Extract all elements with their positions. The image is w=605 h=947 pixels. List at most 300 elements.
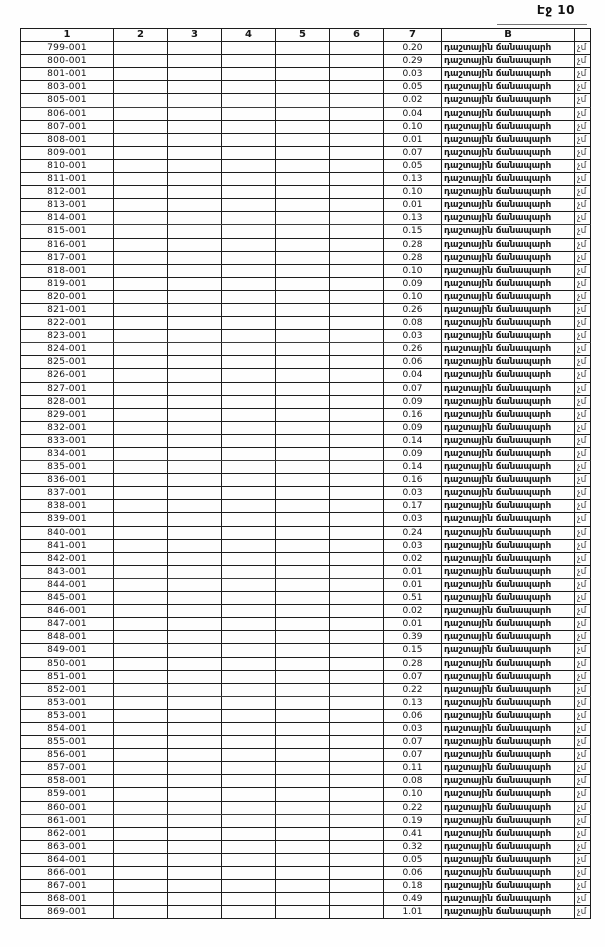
table-row	[21, 94, 591, 107]
empty-cell	[276, 578, 330, 591]
margin-note: չմ	[575, 644, 591, 657]
table-row	[21, 317, 591, 330]
empty-cell	[276, 474, 330, 487]
empty-cell	[168, 814, 222, 827]
road-type-cell: դաշտային ճանապարհ	[442, 120, 575, 133]
road-type-cell: դաշտային ճանապարհ	[442, 290, 575, 303]
empty-cell	[114, 81, 168, 94]
parcel-id-cell: 806-001	[21, 107, 114, 120]
empty-cell	[276, 421, 330, 434]
empty-cell	[222, 461, 276, 474]
empty-cell	[276, 487, 330, 500]
parcel-id-cell: 845-001	[21, 592, 114, 605]
table-row	[21, 264, 591, 277]
parcel-id-cell: 864-001	[21, 853, 114, 866]
empty-cell	[330, 487, 384, 500]
empty-cell	[222, 657, 276, 670]
empty-cell	[114, 238, 168, 251]
empty-cell	[276, 631, 330, 644]
parcel-id-cell: 813-001	[21, 199, 114, 212]
empty-cell	[276, 55, 330, 68]
margin-header-spacer	[575, 29, 591, 42]
empty-cell	[168, 853, 222, 866]
margin-note: չմ	[575, 736, 591, 749]
empty-cell	[222, 330, 276, 343]
area-value-cell: 0.14	[384, 434, 442, 447]
empty-cell	[330, 814, 384, 827]
margin-note: չմ	[575, 395, 591, 408]
parcel-id-cell: 854-001	[21, 722, 114, 735]
empty-cell	[114, 605, 168, 618]
empty-cell	[222, 94, 276, 107]
empty-cell	[222, 238, 276, 251]
margin-note: չմ	[575, 539, 591, 552]
empty-cell	[222, 474, 276, 487]
empty-cell	[168, 303, 222, 316]
empty-cell	[168, 788, 222, 801]
area-value-cell: 0.20	[384, 42, 442, 55]
empty-cell	[276, 238, 330, 251]
empty-cell	[222, 827, 276, 840]
table-row	[21, 356, 591, 369]
empty-cell	[330, 736, 384, 749]
table-row	[21, 827, 591, 840]
page-number-label: Էջ 10	[536, 3, 575, 17]
table-header	[21, 29, 591, 42]
empty-cell	[168, 159, 222, 172]
area-value-cell: 0.13	[384, 212, 442, 225]
empty-cell	[168, 107, 222, 120]
empty-cell	[222, 146, 276, 159]
road-type-cell: դաշտային ճանապարհ	[442, 173, 575, 186]
empty-cell	[168, 264, 222, 277]
table-row	[21, 408, 591, 421]
empty-cell	[330, 369, 384, 382]
empty-cell	[330, 801, 384, 814]
empty-cell	[114, 749, 168, 762]
empty-cell	[222, 382, 276, 395]
area-value-cell: 0.02	[384, 552, 442, 565]
road-type-cell: դաշտային ճանապարհ	[442, 303, 575, 316]
empty-cell	[330, 277, 384, 290]
parcel-id-cell: 814-001	[21, 212, 114, 225]
road-type-cell: դաշտային ճանապարհ	[442, 356, 575, 369]
road-type-cell: դաշտային ճանապարհ	[442, 670, 575, 683]
parcel-id-cell: 826-001	[21, 369, 114, 382]
margin-note: չմ	[575, 500, 591, 513]
empty-cell	[114, 421, 168, 434]
empty-cell	[168, 146, 222, 159]
column-header-8: B	[442, 29, 575, 42]
margin-note: չմ	[575, 343, 591, 356]
empty-cell	[222, 605, 276, 618]
empty-cell	[168, 487, 222, 500]
margin-note: չմ	[575, 605, 591, 618]
table-row	[21, 159, 591, 172]
table-row	[21, 474, 591, 487]
empty-cell	[222, 408, 276, 421]
parcel-id-cell: 841-001	[21, 539, 114, 552]
table-row	[21, 238, 591, 251]
road-type-cell: դաշտային ճանապարհ	[442, 448, 575, 461]
area-value-cell: 0.09	[384, 395, 442, 408]
empty-cell	[114, 277, 168, 290]
margin-note: չմ	[575, 696, 591, 709]
empty-cell	[276, 565, 330, 578]
empty-cell	[330, 421, 384, 434]
header-row	[21, 29, 591, 42]
empty-cell	[168, 605, 222, 618]
empty-cell	[276, 199, 330, 212]
parcel-id-cell: 825-001	[21, 356, 114, 369]
margin-note: չմ	[575, 722, 591, 735]
road-type-cell: դաշտային ճանապարհ	[442, 186, 575, 199]
road-type-cell: դաշտային ճանապարհ	[442, 81, 575, 94]
empty-cell	[222, 421, 276, 434]
table-row	[21, 330, 591, 343]
empty-cell	[114, 853, 168, 866]
parcel-id-cell: 799-001	[21, 42, 114, 55]
margin-note: չմ	[575, 421, 591, 434]
empty-cell	[276, 709, 330, 722]
table-body	[21, 42, 591, 919]
parcel-id-cell: 821-001	[21, 303, 114, 316]
empty-cell	[114, 814, 168, 827]
table-row	[21, 853, 591, 866]
margin-note: չմ	[575, 880, 591, 893]
table-row	[21, 487, 591, 500]
empty-cell	[330, 408, 384, 421]
empty-cell	[168, 421, 222, 434]
empty-cell	[330, 133, 384, 146]
parcel-id-cell: 805-001	[21, 94, 114, 107]
empty-cell	[276, 408, 330, 421]
empty-cell	[330, 867, 384, 880]
empty-cell	[330, 513, 384, 526]
empty-cell	[330, 500, 384, 513]
road-type-cell: դաշտային ճանապարհ	[442, 644, 575, 657]
area-value-cell: 0.05	[384, 159, 442, 172]
margin-note: չմ	[575, 408, 591, 421]
area-value-cell: 0.39	[384, 631, 442, 644]
road-type-cell: դաշտային ճանապարհ	[442, 683, 575, 696]
margin-note: չմ	[575, 762, 591, 775]
column-header-4: 4	[222, 29, 276, 42]
area-value-cell: 0.16	[384, 474, 442, 487]
empty-cell	[276, 343, 330, 356]
parcel-id-cell: 869-001	[21, 906, 114, 919]
empty-cell	[168, 513, 222, 526]
empty-cell	[276, 539, 330, 552]
parcel-id-cell: 800-001	[21, 55, 114, 68]
empty-cell	[168, 762, 222, 775]
empty-cell	[114, 290, 168, 303]
empty-cell	[222, 736, 276, 749]
table-row	[21, 461, 591, 474]
area-value-cell: 0.41	[384, 827, 442, 840]
empty-cell	[330, 356, 384, 369]
road-type-cell: դաշտային ճանապարհ	[442, 500, 575, 513]
margin-note: չմ	[575, 212, 591, 225]
area-value-cell: 0.01	[384, 618, 442, 631]
table-row	[21, 880, 591, 893]
table-row	[21, 709, 591, 722]
area-value-cell: 0.09	[384, 448, 442, 461]
empty-cell	[222, 186, 276, 199]
empty-cell	[222, 539, 276, 552]
parcel-id-cell: 843-001	[21, 565, 114, 578]
column-header-3: 3	[168, 29, 222, 42]
empty-cell	[276, 133, 330, 146]
empty-cell	[168, 55, 222, 68]
empty-cell	[168, 461, 222, 474]
empty-cell	[330, 840, 384, 853]
empty-cell	[114, 461, 168, 474]
area-value-cell: 0.13	[384, 696, 442, 709]
empty-cell	[222, 264, 276, 277]
empty-cell	[114, 592, 168, 605]
table-row	[21, 657, 591, 670]
empty-cell	[330, 749, 384, 762]
empty-cell	[114, 94, 168, 107]
parcel-id-cell: 858-001	[21, 775, 114, 788]
empty-cell	[168, 199, 222, 212]
empty-cell	[330, 55, 384, 68]
empty-cell	[114, 42, 168, 55]
empty-cell	[168, 173, 222, 186]
table-row	[21, 592, 591, 605]
road-type-cell: դաշտային ճանապարհ	[442, 94, 575, 107]
margin-note: չմ	[575, 618, 591, 631]
area-value-cell: 0.07	[384, 749, 442, 762]
area-value-cell: 1.01	[384, 906, 442, 919]
empty-cell	[276, 264, 330, 277]
empty-cell	[222, 159, 276, 172]
empty-cell	[222, 618, 276, 631]
empty-cell	[168, 867, 222, 880]
parcel-id-cell: 842-001	[21, 552, 114, 565]
parcel-id-cell: 834-001	[21, 448, 114, 461]
empty-cell	[168, 801, 222, 814]
empty-cell	[222, 749, 276, 762]
empty-cell	[222, 592, 276, 605]
empty-cell	[114, 68, 168, 81]
area-value-cell: 0.16	[384, 408, 442, 421]
margin-note: չմ	[575, 788, 591, 801]
table-row	[21, 369, 591, 382]
empty-cell	[114, 120, 168, 133]
road-type-cell: դաշտային ճանապարհ	[442, 906, 575, 919]
empty-cell	[276, 801, 330, 814]
empty-cell	[222, 225, 276, 238]
empty-cell	[330, 709, 384, 722]
table-row	[21, 146, 591, 159]
empty-cell	[168, 709, 222, 722]
parcel-id-cell: 852-001	[21, 683, 114, 696]
empty-cell	[168, 42, 222, 55]
margin-note: չմ	[575, 840, 591, 853]
empty-cell	[114, 880, 168, 893]
area-value-cell: 0.24	[384, 526, 442, 539]
empty-cell	[168, 133, 222, 146]
table-row	[21, 631, 591, 644]
empty-cell	[276, 552, 330, 565]
road-type-cell: դաշտային ճանապարհ	[442, 395, 575, 408]
empty-cell	[276, 840, 330, 853]
empty-cell	[330, 775, 384, 788]
margin-note: չմ	[575, 801, 591, 814]
empty-cell	[114, 670, 168, 683]
empty-cell	[168, 317, 222, 330]
scan-artifact-line	[497, 24, 587, 25]
margin-note: չմ	[575, 290, 591, 303]
road-type-cell: դաշտային ճանապարհ	[442, 539, 575, 552]
empty-cell	[222, 107, 276, 120]
empty-cell	[222, 867, 276, 880]
margin-note: չմ	[575, 513, 591, 526]
empty-cell	[222, 55, 276, 68]
margin-note: չմ	[575, 42, 591, 55]
area-value-cell: 0.09	[384, 421, 442, 434]
empty-cell	[114, 159, 168, 172]
empty-cell	[276, 500, 330, 513]
area-value-cell: 0.15	[384, 644, 442, 657]
road-type-cell: դաշտային ճանապարհ	[442, 369, 575, 382]
area-value-cell: 0.10	[384, 290, 442, 303]
road-type-cell: դաշտային ճանապարհ	[442, 277, 575, 290]
empty-cell	[222, 42, 276, 55]
area-value-cell: 0.26	[384, 343, 442, 356]
parcel-id-cell: 823-001	[21, 330, 114, 343]
road-type-cell: դաշտային ճանապարհ	[442, 107, 575, 120]
margin-note: չմ	[575, 526, 591, 539]
empty-cell	[168, 736, 222, 749]
parcel-id-cell: 850-001	[21, 657, 114, 670]
road-type-cell: դաշտային ճանապարհ	[442, 513, 575, 526]
road-type-cell: դաշտային ճանապարհ	[442, 421, 575, 434]
empty-cell	[222, 277, 276, 290]
empty-cell	[222, 906, 276, 919]
parcel-id-cell: 839-001	[21, 513, 114, 526]
empty-cell	[330, 657, 384, 670]
empty-cell	[168, 330, 222, 343]
empty-cell	[168, 369, 222, 382]
road-type-cell: դաշտային ճանապարհ	[442, 408, 575, 421]
margin-note: չմ	[575, 251, 591, 264]
road-type-cell: դաշտային ճանապարհ	[442, 159, 575, 172]
empty-cell	[276, 683, 330, 696]
road-type-cell: դաշտային ճանապարհ	[442, 867, 575, 880]
road-type-cell: դաշտային ճանապարհ	[442, 788, 575, 801]
road-type-cell: դաշտային ճանապարհ	[442, 592, 575, 605]
table-row	[21, 565, 591, 578]
empty-cell	[330, 827, 384, 840]
empty-cell	[168, 474, 222, 487]
empty-cell	[114, 395, 168, 408]
road-type-cell: դաշտային ճանապարհ	[442, 618, 575, 631]
area-value-cell: 0.11	[384, 762, 442, 775]
empty-cell	[168, 251, 222, 264]
empty-cell	[222, 369, 276, 382]
area-value-cell: 0.19	[384, 814, 442, 827]
empty-cell	[222, 251, 276, 264]
empty-cell	[168, 238, 222, 251]
table-row	[21, 578, 591, 591]
area-value-cell: 0.05	[384, 81, 442, 94]
parcel-id-cell: 808-001	[21, 133, 114, 146]
parcel-id-cell: 803-001	[21, 81, 114, 94]
empty-cell	[222, 290, 276, 303]
empty-cell	[222, 356, 276, 369]
empty-cell	[168, 827, 222, 840]
empty-cell	[222, 120, 276, 133]
empty-cell	[168, 618, 222, 631]
empty-cell	[330, 853, 384, 866]
area-value-cell: 0.26	[384, 303, 442, 316]
margin-note: չմ	[575, 264, 591, 277]
margin-note: չմ	[575, 827, 591, 840]
table-row	[21, 683, 591, 696]
area-value-cell: 0.10	[384, 264, 442, 277]
area-value-cell: 0.01	[384, 133, 442, 146]
empty-cell	[114, 696, 168, 709]
empty-cell	[168, 670, 222, 683]
area-value-cell: 0.14	[384, 461, 442, 474]
margin-note: չմ	[575, 657, 591, 670]
empty-cell	[222, 565, 276, 578]
empty-cell	[330, 592, 384, 605]
road-type-cell: դաշտային ճանապարհ	[442, 251, 575, 264]
empty-cell	[222, 683, 276, 696]
margin-note: չմ	[575, 199, 591, 212]
empty-cell	[276, 356, 330, 369]
empty-cell	[276, 317, 330, 330]
empty-cell	[276, 788, 330, 801]
parcel-id-cell: 833-001	[21, 434, 114, 447]
parcel-id-cell: 822-001	[21, 317, 114, 330]
table-row	[21, 500, 591, 513]
empty-cell	[168, 893, 222, 906]
empty-cell	[330, 618, 384, 631]
road-type-cell: դաշտային ճանապարհ	[442, 199, 575, 212]
empty-cell	[222, 631, 276, 644]
parcel-id-cell: 819-001	[21, 277, 114, 290]
empty-cell	[276, 526, 330, 539]
empty-cell	[276, 303, 330, 316]
table-row	[21, 749, 591, 762]
empty-cell	[168, 578, 222, 591]
empty-cell	[222, 212, 276, 225]
empty-cell	[168, 526, 222, 539]
road-type-cell: դաշտային ճանապարհ	[442, 893, 575, 906]
road-type-cell: դաշտային ճանապարհ	[442, 840, 575, 853]
table-row	[21, 893, 591, 906]
table-row	[21, 814, 591, 827]
empty-cell	[222, 173, 276, 186]
empty-cell	[276, 173, 330, 186]
margin-note: չմ	[575, 94, 591, 107]
empty-cell	[330, 81, 384, 94]
empty-cell	[114, 801, 168, 814]
empty-cell	[168, 657, 222, 670]
table-row	[21, 186, 591, 199]
empty-cell	[114, 225, 168, 238]
road-type-cell: դաշտային ճանապարհ	[442, 146, 575, 159]
empty-cell	[276, 448, 330, 461]
margin-note: չմ	[575, 369, 591, 382]
empty-cell	[222, 578, 276, 591]
margin-note: չմ	[575, 867, 591, 880]
